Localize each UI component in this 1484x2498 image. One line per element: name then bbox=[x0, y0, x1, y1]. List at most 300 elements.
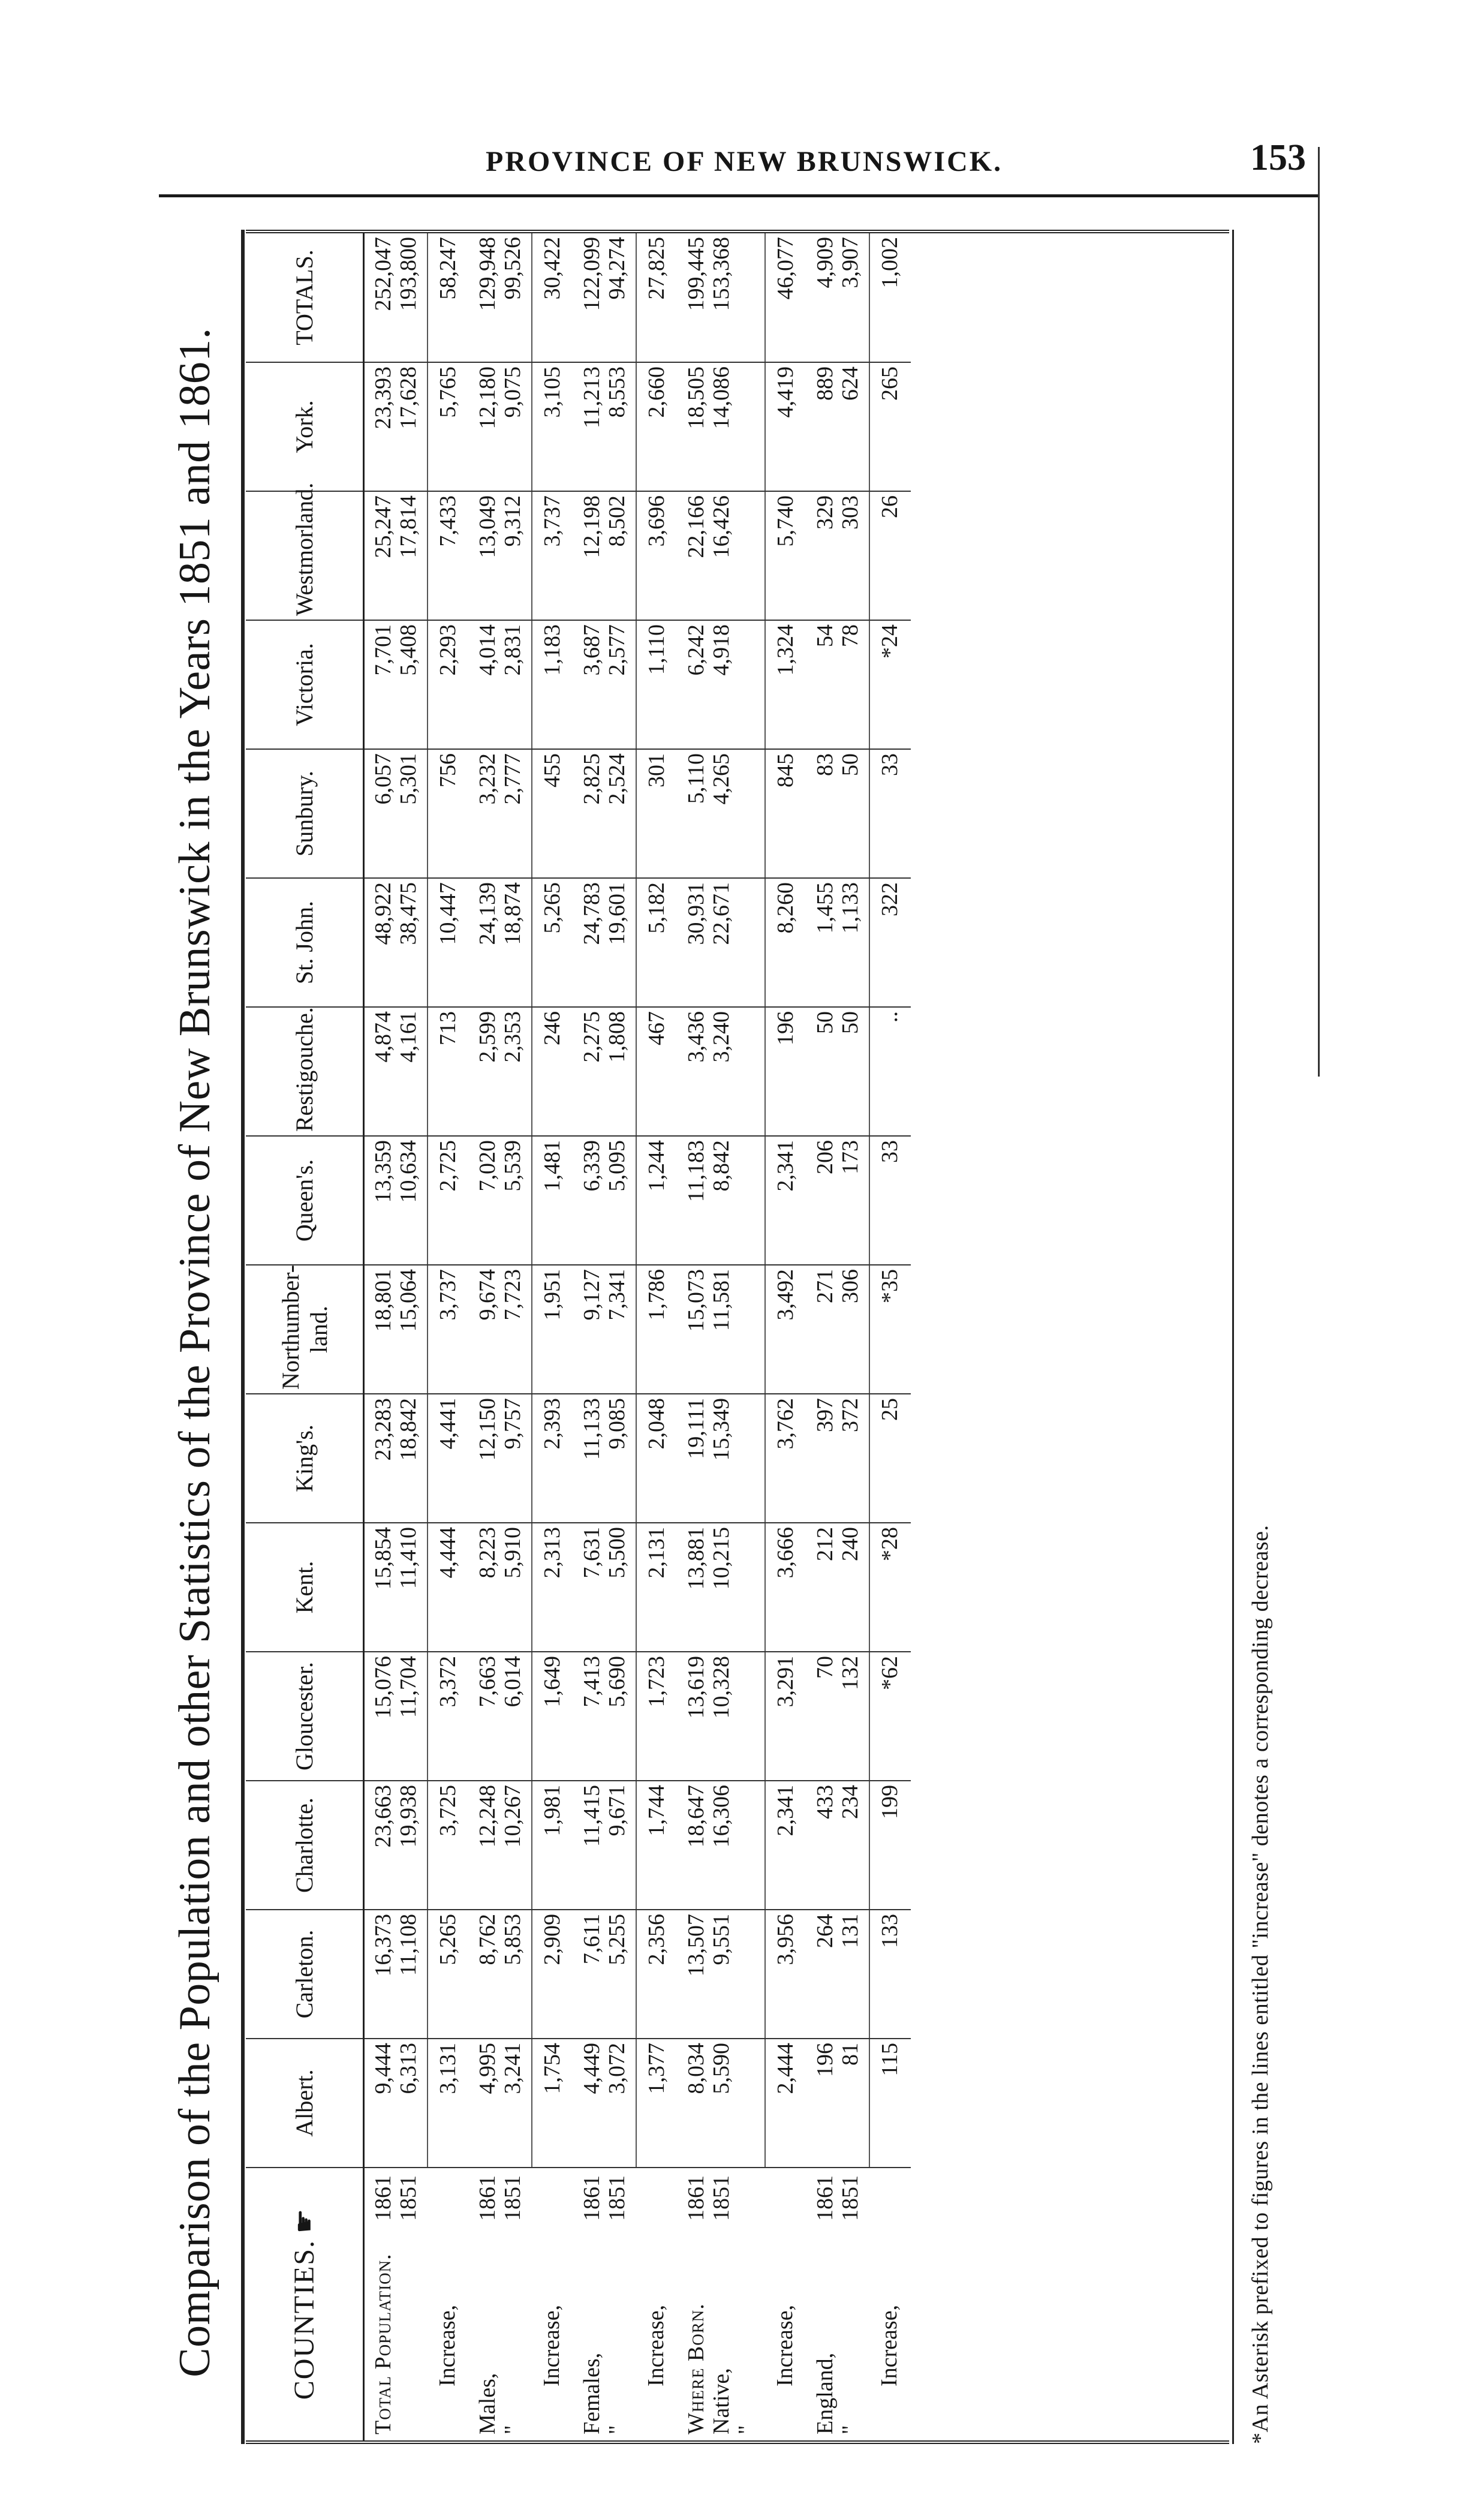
increase-cell: 2,293 bbox=[428, 620, 469, 749]
cell-value: 13,359 bbox=[371, 1140, 396, 1203]
cell-value: 15,073 bbox=[684, 1269, 709, 1332]
increase-cell: 5,182 bbox=[636, 878, 678, 1007]
increase-label: Increase, bbox=[643, 2304, 669, 2386]
cell-value: 16,373 bbox=[371, 1914, 396, 1977]
table-cell bbox=[364, 1136, 428, 1265]
table-cell bbox=[678, 1523, 765, 1652]
year-label: 1861 bbox=[684, 2175, 709, 2221]
increase-cell: 199 bbox=[869, 1781, 911, 1910]
cell-value: 94,274 bbox=[604, 237, 630, 300]
increase-cell: 1,951 bbox=[532, 1265, 573, 1394]
column-header: Kent. bbox=[246, 1523, 364, 1652]
table-cell bbox=[806, 1652, 869, 1781]
cell-value: 19,601 bbox=[604, 882, 630, 945]
cell-value: 9,671 bbox=[604, 1785, 630, 1836]
cell-value: 4,449 bbox=[579, 2043, 604, 2094]
cell-value: 11,704 bbox=[396, 1656, 421, 1718]
row-years bbox=[475, 2172, 525, 2221]
cell-value: 122,099 bbox=[579, 237, 604, 311]
table-cell bbox=[573, 1265, 636, 1394]
cell-value: 14,086 bbox=[709, 366, 734, 429]
counties-label: COUNTIES. bbox=[288, 2239, 320, 2400]
table-cell bbox=[469, 1781, 532, 1910]
table-cell bbox=[806, 1136, 869, 1265]
cell-value: 7,723 bbox=[500, 1269, 525, 1321]
table-cell bbox=[364, 749, 428, 878]
increase-cell: 845 bbox=[765, 749, 806, 878]
column-header: Westmorland. bbox=[246, 491, 364, 620]
footnote: *An Asterisk prefixed to figures in the lines entitled "increase" denotes a corresponding decrease. bbox=[1248, 1525, 1273, 2444]
cell-value: 15,076 bbox=[371, 1656, 396, 1719]
increase-cell: 7,433 bbox=[428, 491, 469, 620]
table-title: Comparison of the Population and other Statistics of the Province of New Brunswick in the Years 1851 and 1861. bbox=[170, 327, 219, 2377]
increase-cell: 1,324 bbox=[765, 620, 806, 749]
cell-value: 11,183 bbox=[684, 1140, 709, 1203]
table-cell bbox=[364, 620, 428, 749]
column-header: Carleton. bbox=[246, 1910, 364, 2039]
cell-value: 271 bbox=[812, 1269, 838, 1303]
cell-value: 11,415 bbox=[579, 1785, 604, 1847]
table-cell bbox=[678, 1136, 765, 1265]
table-frame bbox=[246, 230, 1229, 2444]
increase-cell: 26 bbox=[869, 491, 911, 620]
table-cell bbox=[806, 1394, 869, 1523]
increase-cell: 5,265 bbox=[428, 1910, 469, 2039]
increase-cell: 3,696 bbox=[636, 491, 678, 620]
row-years bbox=[371, 2172, 421, 2221]
table-cell bbox=[806, 620, 869, 749]
cell-value: 30,931 bbox=[684, 882, 709, 945]
increase-cell: 1,481 bbox=[532, 1136, 573, 1265]
cell-value: 9,674 bbox=[475, 1269, 500, 1321]
cell-value: 5,301 bbox=[396, 753, 421, 805]
year-label: 1861 bbox=[371, 2175, 396, 2221]
year-label: 1851 bbox=[709, 2175, 734, 2221]
table-cell bbox=[678, 1394, 765, 1523]
cell-value: 5,408 bbox=[396, 624, 421, 676]
table-cell bbox=[364, 362, 428, 491]
table-cell bbox=[364, 1007, 428, 1136]
cell-value: 13,619 bbox=[684, 1656, 709, 1719]
row-years bbox=[684, 2172, 734, 2221]
page-number: 153 bbox=[1250, 137, 1306, 178]
rotated-table-region bbox=[156, 207, 1319, 2498]
cell-value: 3,240 bbox=[709, 1011, 734, 1063]
cell-value: 11,213 bbox=[579, 366, 604, 429]
increase-row bbox=[428, 233, 469, 2440]
cell-value: 1,808 bbox=[604, 1011, 630, 1063]
increase-cell: *24 bbox=[869, 620, 911, 749]
increase-cell: 2,048 bbox=[636, 1394, 678, 1523]
table-row bbox=[364, 233, 428, 2440]
table-cell bbox=[678, 491, 765, 620]
cell-value: 10,267 bbox=[500, 1785, 525, 1848]
table-cell bbox=[806, 491, 869, 620]
category-sublabel: " bbox=[838, 2425, 863, 2434]
cell-value: 2,777 bbox=[500, 753, 525, 805]
increase-cell: 1,244 bbox=[636, 1136, 678, 1265]
cell-value: 78 bbox=[838, 624, 863, 647]
cell-value: 11,108 bbox=[396, 1914, 421, 1976]
cell-value: 2,831 bbox=[500, 624, 525, 676]
cell-value: 4,874 bbox=[371, 1011, 396, 1063]
table-cell bbox=[573, 1136, 636, 1265]
cell-value: 8,034 bbox=[684, 2043, 709, 2094]
table-cell bbox=[806, 878, 869, 1007]
cell-value: 131 bbox=[838, 1914, 863, 1948]
table-header-row bbox=[246, 233, 364, 2440]
cell-value: 1,133 bbox=[838, 882, 863, 934]
table-cell bbox=[678, 2039, 765, 2168]
cell-value: 50 bbox=[812, 1011, 838, 1034]
cell-value: 24,139 bbox=[475, 882, 500, 945]
cell-value: 8,223 bbox=[475, 1527, 500, 1579]
increase-cell: 1,183 bbox=[532, 620, 573, 749]
row-years bbox=[812, 2172, 863, 2221]
table-cell bbox=[364, 1781, 428, 1910]
table-cell bbox=[573, 1007, 636, 1136]
cell-value: 4,014 bbox=[475, 624, 500, 676]
increase-cell: 2,660 bbox=[636, 362, 678, 491]
increase-cell: 301 bbox=[636, 749, 678, 878]
increase-cell: 5,740 bbox=[765, 491, 806, 620]
cell-value: 3,687 bbox=[579, 624, 604, 676]
table-cell bbox=[469, 1523, 532, 1652]
cell-value: 7,663 bbox=[475, 1656, 500, 1708]
table-cell bbox=[678, 620, 765, 749]
column-header: St. John. bbox=[246, 878, 364, 1007]
increase-cell: 3,372 bbox=[428, 1652, 469, 1781]
cell-value: 18,842 bbox=[396, 1398, 421, 1461]
increase-label: Increase, bbox=[772, 2304, 797, 2386]
column-header: Queen's. bbox=[246, 1136, 364, 1265]
increase-row bbox=[636, 233, 678, 2440]
category-sublabel: " bbox=[500, 2425, 525, 2434]
cell-value: 234 bbox=[838, 1785, 863, 1819]
table-cell bbox=[806, 1265, 869, 1394]
table-cell bbox=[364, 1394, 428, 1523]
cell-value: 5,110 bbox=[684, 753, 709, 804]
table-cell bbox=[806, 1781, 869, 1910]
table-cell bbox=[469, 620, 532, 749]
cell-value: 252,047 bbox=[371, 237, 396, 311]
cell-value: 5,853 bbox=[500, 1914, 525, 1965]
increase-cell: 2,341 bbox=[765, 1136, 806, 1265]
table-cell bbox=[678, 878, 765, 1007]
column-header: Albert. bbox=[246, 2039, 364, 2168]
cell-value: 196 bbox=[812, 2043, 838, 2077]
column-header: Northumber-land. bbox=[246, 1265, 364, 1394]
table-cell bbox=[573, 620, 636, 749]
cell-value: 6,242 bbox=[684, 624, 709, 676]
table-cell bbox=[678, 1265, 765, 1394]
table-cell bbox=[573, 1652, 636, 1781]
cell-value: 10,328 bbox=[709, 1656, 734, 1719]
column-header: Gloucester. bbox=[246, 1652, 364, 1781]
table-cell bbox=[364, 491, 428, 620]
cell-value: 4,909 bbox=[812, 237, 838, 288]
increase-cell: 8,260 bbox=[765, 878, 806, 1007]
cell-value: 9,127 bbox=[579, 1269, 604, 1321]
increase-cell: 3,725 bbox=[428, 1781, 469, 1910]
increase-cell: 33 bbox=[869, 749, 911, 878]
increase-cell: *62 bbox=[869, 1652, 911, 1781]
cell-value: 25,247 bbox=[371, 495, 396, 558]
table-row bbox=[678, 233, 765, 2440]
increase-cell: 10,447 bbox=[428, 878, 469, 1007]
increase-cell: 467 bbox=[636, 1007, 678, 1136]
increase-cell: *28 bbox=[869, 1523, 911, 1652]
column-header: Charlotte. bbox=[246, 1781, 364, 1910]
cell-value: 23,283 bbox=[371, 1398, 396, 1461]
cell-value: 129,948 bbox=[475, 237, 500, 311]
category-label: Where Born. bbox=[684, 2303, 709, 2434]
row-label bbox=[573, 2168, 636, 2440]
cell-value: 7,701 bbox=[371, 624, 396, 676]
cell-value: 22,166 bbox=[684, 495, 709, 558]
cell-value: 624 bbox=[838, 366, 863, 401]
table-cell bbox=[806, 233, 869, 362]
cell-value: 50 bbox=[838, 753, 863, 776]
cell-value: 11,581 bbox=[709, 1269, 734, 1331]
increase-cell: 1,377 bbox=[636, 2039, 678, 2168]
cell-value: 4,918 bbox=[709, 624, 734, 676]
table-cell bbox=[573, 1394, 636, 1523]
cell-value: 3,436 bbox=[684, 1011, 709, 1063]
table-cell bbox=[469, 1007, 532, 1136]
cell-value: 15,349 bbox=[709, 1398, 734, 1461]
table-cell bbox=[469, 749, 532, 878]
cell-value: 13,507 bbox=[684, 1914, 709, 1977]
cell-value: 10,634 bbox=[396, 1140, 421, 1203]
cell-value: 5,255 bbox=[604, 1914, 630, 1965]
increase-cell: 46,077 bbox=[765, 233, 806, 362]
cell-value: 15,064 bbox=[396, 1269, 421, 1332]
cell-value: 8,553 bbox=[604, 366, 630, 418]
increase-cell: 322 bbox=[869, 878, 911, 1007]
cell-value: 240 bbox=[838, 1527, 863, 1561]
header-rule bbox=[159, 194, 1319, 197]
cell-value: 199,445 bbox=[684, 237, 709, 311]
row-years bbox=[579, 2172, 630, 2221]
cell-value: 7,413 bbox=[579, 1656, 604, 1708]
increase-row bbox=[532, 233, 573, 2440]
increase-cell: 196 bbox=[765, 1007, 806, 1136]
cell-value: 48,922 bbox=[371, 882, 396, 945]
table-cell bbox=[806, 362, 869, 491]
statistics-table bbox=[246, 233, 911, 2440]
year-label: 1861 bbox=[812, 2175, 838, 2221]
increase-row bbox=[765, 233, 806, 2440]
year-label: 1851 bbox=[604, 2175, 630, 2221]
increase-cell: 455 bbox=[532, 749, 573, 878]
increase-cell: 3,737 bbox=[532, 491, 573, 620]
page-header bbox=[0, 137, 1484, 209]
increase-cell: 2,341 bbox=[765, 1781, 806, 1910]
increase-cell: 2,393 bbox=[532, 1394, 573, 1523]
cell-value: 15,854 bbox=[371, 1527, 396, 1590]
table-cell bbox=[806, 749, 869, 878]
table-cell bbox=[469, 1265, 532, 1394]
table-cell bbox=[469, 362, 532, 491]
year-label: 1851 bbox=[500, 2175, 525, 2221]
category-sublabel: " bbox=[734, 2425, 759, 2434]
increase-cell: 5,765 bbox=[428, 362, 469, 491]
cell-value: 5,910 bbox=[500, 1527, 525, 1579]
cell-value: 19,111 bbox=[684, 1398, 709, 1459]
column-header: Restigouche. bbox=[246, 1007, 364, 1136]
table-cell bbox=[806, 2039, 869, 2168]
cell-value: 306 bbox=[838, 1269, 863, 1303]
table-cell bbox=[806, 1910, 869, 2039]
increase-cell: 1,723 bbox=[636, 1652, 678, 1781]
cell-value: 16,426 bbox=[709, 495, 734, 558]
increase-cell: 1,110 bbox=[636, 620, 678, 749]
increase-cell: 3,131 bbox=[428, 2039, 469, 2168]
increase-cell: 4,419 bbox=[765, 362, 806, 491]
cell-value: 9,075 bbox=[500, 366, 525, 418]
increase-cell: 2,909 bbox=[532, 1910, 573, 2039]
table-cell bbox=[573, 491, 636, 620]
row-label bbox=[364, 2168, 428, 2440]
table-cell bbox=[806, 1007, 869, 1136]
increase-cell: 30,422 bbox=[532, 233, 573, 362]
increase-cell: 246 bbox=[532, 1007, 573, 1136]
table-row bbox=[573, 233, 636, 2440]
increase-cell: 3,105 bbox=[532, 362, 573, 491]
cell-value: 13,881 bbox=[684, 1527, 709, 1590]
cell-value: 2,825 bbox=[579, 753, 604, 805]
cell-value: 7,611 bbox=[579, 1914, 604, 1965]
table-body bbox=[364, 233, 911, 2440]
category-sublabel: " bbox=[604, 2425, 630, 2434]
table-cell bbox=[678, 362, 765, 491]
table-cell bbox=[469, 491, 532, 620]
table-cell bbox=[573, 749, 636, 878]
cell-value: 23,393 bbox=[371, 366, 396, 429]
increase-cell: 33 bbox=[869, 1136, 911, 1265]
cell-value: 8,842 bbox=[709, 1140, 734, 1192]
increase-cell: 1,786 bbox=[636, 1265, 678, 1394]
increase-cell: 2,313 bbox=[532, 1523, 573, 1652]
increase-cell: 27,825 bbox=[636, 233, 678, 362]
pointing-hand-icon: ☛ bbox=[289, 2208, 320, 2234]
table-cell bbox=[573, 233, 636, 362]
cell-value: 193,800 bbox=[396, 237, 421, 311]
table-cell bbox=[364, 1910, 428, 2039]
cell-value: 22,671 bbox=[709, 882, 734, 945]
increase-cell: *35 bbox=[869, 1265, 911, 1394]
cell-value: 303 bbox=[838, 495, 863, 530]
increase-cell: 3,492 bbox=[765, 1265, 806, 1394]
cell-value: 397 bbox=[812, 1398, 838, 1432]
cell-value: 4,995 bbox=[475, 2043, 500, 2094]
table-cell bbox=[678, 233, 765, 362]
cell-value: 83 bbox=[812, 753, 838, 776]
cell-value: 8,502 bbox=[604, 495, 630, 547]
cell-value: 9,444 bbox=[371, 2043, 396, 2094]
increase-cell: 58,247 bbox=[428, 233, 469, 362]
cell-value: 6,014 bbox=[500, 1656, 525, 1708]
increase-label: Increase, bbox=[539, 2304, 564, 2386]
cell-value: 38,475 bbox=[396, 882, 421, 945]
cell-value: 212 bbox=[812, 1527, 838, 1561]
cell-value: 54 bbox=[812, 624, 838, 647]
cell-value: 18,505 bbox=[684, 366, 709, 429]
cell-value: 5,590 bbox=[709, 2043, 734, 2094]
cell-value: 23,663 bbox=[371, 1785, 396, 1848]
cell-value: 3,072 bbox=[604, 2043, 630, 2094]
table-cell bbox=[469, 1910, 532, 2039]
increase-cell: 115 bbox=[869, 2039, 911, 2168]
cell-value: 19,938 bbox=[396, 1785, 421, 1848]
cell-value: 81 bbox=[838, 2043, 863, 2066]
increase-cell: .. bbox=[869, 1007, 911, 1136]
increase-cell: 25 bbox=[869, 1394, 911, 1523]
category-label: Males, bbox=[475, 2373, 500, 2434]
cell-value: 372 bbox=[838, 1398, 863, 1432]
cell-value: 4,265 bbox=[709, 753, 734, 805]
year-label: 1861 bbox=[579, 2175, 604, 2221]
increase-cell: 1,754 bbox=[532, 2039, 573, 2168]
cell-value: 153,368 bbox=[709, 237, 734, 311]
category-sublabel: Native, bbox=[709, 2368, 734, 2434]
table-cell bbox=[469, 1136, 532, 1265]
cell-value: 99,526 bbox=[500, 237, 525, 300]
table-row bbox=[469, 233, 532, 2440]
increase-cell: 1,002 bbox=[869, 233, 911, 362]
column-header: TOTALS. bbox=[246, 233, 364, 362]
table-cell bbox=[573, 2039, 636, 2168]
cell-value: 8,762 bbox=[475, 1914, 500, 1965]
cell-value: 9,312 bbox=[500, 495, 525, 547]
corner-cell bbox=[246, 2168, 364, 2440]
increase-cell: 1,649 bbox=[532, 1652, 573, 1781]
cell-value: 5,690 bbox=[604, 1656, 630, 1708]
increase-label: Increase, bbox=[435, 2304, 460, 2386]
row-label bbox=[806, 2168, 869, 2440]
table-cell bbox=[364, 233, 428, 362]
cell-value: 24,783 bbox=[579, 882, 604, 945]
table-cell bbox=[573, 1781, 636, 1910]
increase-cell: 756 bbox=[428, 749, 469, 878]
cell-value: 2,275 bbox=[579, 1011, 604, 1063]
table-cell bbox=[364, 1523, 428, 1652]
column-header: King's. bbox=[246, 1394, 364, 1523]
cell-value: 3,232 bbox=[475, 753, 500, 805]
cell-value: 3,241 bbox=[500, 2043, 525, 2094]
cell-value: 1,455 bbox=[812, 882, 838, 934]
cell-value: 13,049 bbox=[475, 495, 500, 558]
table-cell bbox=[573, 362, 636, 491]
category-label: Total Population. bbox=[371, 2253, 396, 2434]
cell-value: 7,020 bbox=[475, 1140, 500, 1192]
year-label: 1851 bbox=[396, 2175, 421, 2221]
cell-value: 2,599 bbox=[475, 1011, 500, 1063]
increase-cell: 4,441 bbox=[428, 1394, 469, 1523]
category-label: Females, bbox=[579, 2352, 604, 2434]
row-label bbox=[469, 2168, 532, 2440]
category-label: England, bbox=[812, 2352, 838, 2434]
cell-value: 50 bbox=[838, 1011, 863, 1034]
table-cell bbox=[573, 1523, 636, 1652]
cell-value: 2,524 bbox=[604, 753, 630, 805]
table-cell bbox=[469, 233, 532, 362]
table-cell bbox=[469, 878, 532, 1007]
cell-value: 132 bbox=[838, 1656, 863, 1690]
increase-cell: 3,737 bbox=[428, 1265, 469, 1394]
increase-cell: 265 bbox=[869, 362, 911, 491]
